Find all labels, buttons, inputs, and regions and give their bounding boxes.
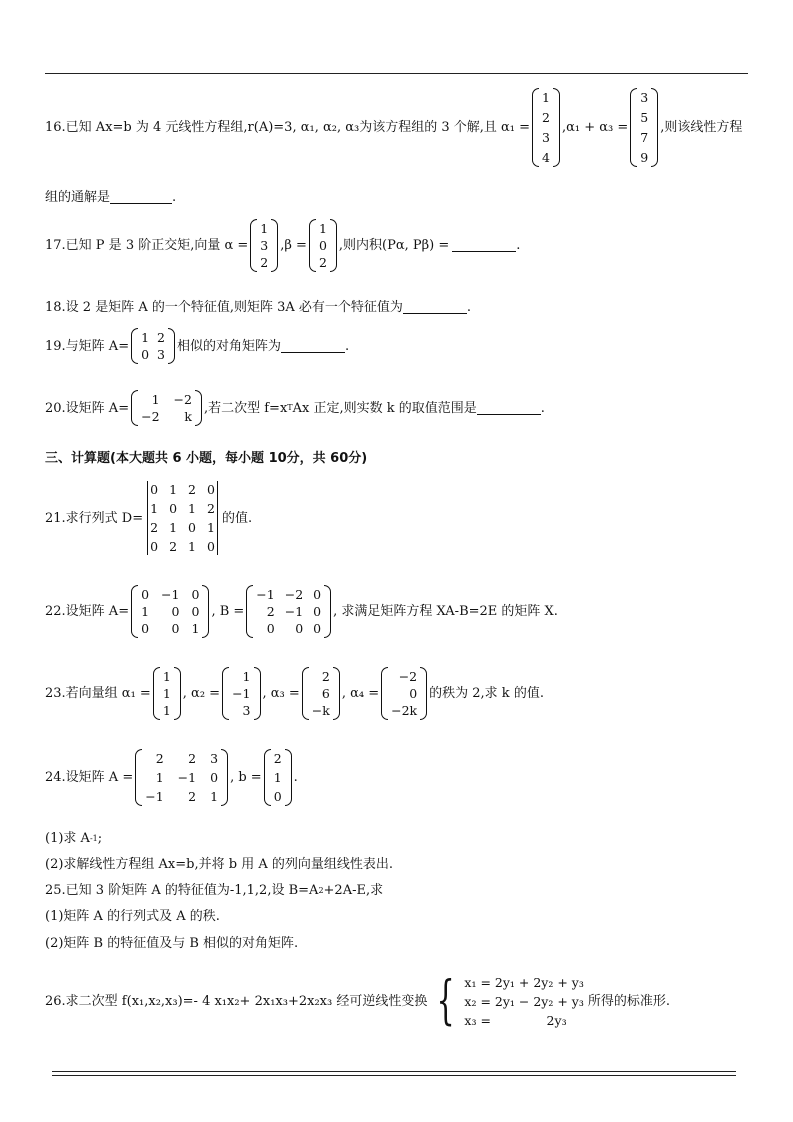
matrix-entry: 0 (141, 347, 150, 362)
matrix-entry: 0 (313, 586, 322, 602)
q17-mid-text: ,β = (280, 237, 307, 253)
question-26 (45, 971, 670, 1031)
matrix-entry: −1 (161, 586, 180, 602)
q21-text: 21.求行列式 D= (45, 510, 144, 526)
matrix-entry: −1 (177, 769, 197, 785)
q26-system-brace: { (436, 971, 455, 1031)
matrix-entry: 1 (318, 220, 327, 236)
matrix-entry: 4 (542, 149, 550, 165)
q26-equation-1: x₁ = 2y₁ + 2y₂ + y₃ (464, 974, 584, 990)
matrix-entry: 0 (206, 482, 215, 497)
q18-end: . (466, 299, 472, 315)
matrix-entry: 2 (188, 750, 197, 766)
matrix-entry: 0 (313, 620, 322, 636)
matrix-entry: 3 (210, 750, 219, 766)
question-22 (45, 582, 558, 640)
matrix-entry: −k (311, 702, 330, 718)
q25-part1-text: (1)矩阵 A 的行列式及 A 的秩. (45, 909, 220, 924)
matrix-entry: 3 (242, 702, 251, 718)
matrix-entry: 5 (640, 109, 649, 125)
q18-text: 18.设 2 是矩阵 A 的一个特征值,则矩阵 3A 必有一个特征值为 (45, 299, 403, 315)
matrix-entry: 2 (206, 501, 215, 516)
matrix-entry: 0 (313, 603, 322, 619)
q22-mid-text: , B = (211, 603, 245, 619)
q20-text: 20.设矩阵 A= (45, 400, 130, 416)
question-16-cont (45, 190, 176, 204)
q22-text: 22.设矩阵 A= (45, 603, 130, 619)
q21-post-text: 的值. (221, 510, 253, 526)
matrix-entry: 0 (266, 620, 275, 636)
matrix-entry: 0 (295, 620, 304, 636)
matrix-entry: 2 (260, 254, 269, 270)
top-rule (45, 73, 748, 74)
matrix-entry: 0 (191, 586, 200, 602)
matrix-entry: 7 (640, 129, 649, 145)
matrix-entry: 0 (273, 788, 282, 804)
q22-matrix-b (246, 585, 331, 638)
matrix-entry: 1 (162, 685, 171, 701)
matrix-entry: 9 (640, 149, 649, 165)
matrix-entry: 3 (260, 237, 269, 253)
question-19 (45, 327, 349, 365)
matrix-entry: 6 (321, 685, 330, 701)
matrix-entry: 0 (171, 620, 180, 636)
question-20: 20.设矩阵 A= 1 −2 −2 k ,若二次型 f=x T Ax 正定,则实数 k 的取值范围是 . (45, 392, 545, 424)
q22-post-text: , 求满足矩阵方程 XA-B=2E 的矩阵 X. (333, 603, 558, 619)
matrix-entry: 1 (542, 89, 550, 105)
matrix-entry: 2 (188, 482, 196, 497)
question-17 (45, 216, 520, 274)
matrix-entry: 1 (169, 520, 178, 535)
matrix-entry: −2 (284, 586, 304, 602)
matrix-entry: 1 (169, 482, 178, 497)
q23-label-a4: , α₄ = (341, 685, 380, 701)
matrix-entry: 2 (318, 254, 327, 270)
section-3-title (45, 452, 367, 465)
question-21 (45, 478, 252, 558)
q21-determinant-entries (150, 481, 215, 555)
q24-matrix-a-entries (142, 749, 221, 806)
q17-beta-entries (316, 219, 330, 272)
q20-end: . (540, 400, 545, 416)
matrix-entry: 2 (150, 520, 159, 535)
q23-alpha1 (153, 667, 181, 720)
q20-matrix-entries (138, 390, 195, 426)
q17-text: 17.已知 P 是 3 阶正交矩,向量 α = (45, 237, 249, 253)
q16-end: . (172, 189, 177, 205)
q21-determinant (145, 481, 220, 555)
q22-matrix-b-entries (253, 585, 324, 638)
matrix-entry: 1 (273, 769, 282, 785)
matrix-entry: 2 (266, 603, 275, 619)
q24-post: . (293, 769, 298, 785)
q23-label-a2: , α₂ = (182, 685, 221, 701)
matrix-entry: 0 (141, 586, 150, 602)
q26-transform-system (464, 974, 583, 1029)
matrix-entry: 2 (321, 668, 330, 684)
matrix-entry: 1 (162, 702, 171, 718)
q16-cont-text: 组的通解是 (45, 189, 111, 205)
q17-post-text: ,则内积(Pα, Pβ) = (338, 237, 450, 253)
matrix-entry: 0 (171, 603, 180, 619)
q24-vector-b-entries (271, 749, 285, 806)
matrix-entry: 1 (141, 603, 150, 619)
matrix-entry: 0 (409, 685, 418, 701)
matrix-entry: 0 (206, 539, 215, 554)
matrix-entry: −2 (398, 668, 418, 684)
matrix-entry: 1 (150, 501, 159, 516)
q23-post-text: 的秩为 2,求 k 的值. (429, 685, 544, 701)
q17-end: . (516, 237, 521, 253)
q16-text: 16.已知 Ax=b 为 4 元线性方程组,r(A)=3, α₁, α₂, α₃为该方程组的 3 个解,且 α₁ = (45, 119, 531, 135)
q20-post2-text: Ax 正定,则实数 k 的取值范围是 (292, 400, 477, 416)
question-24 (45, 746, 298, 808)
matrix-entry: 2 (155, 750, 164, 766)
q16-sum-vector (630, 88, 658, 167)
q26-equation-2: x₂ = 2y₁ − 2y₂ + y₃ (464, 993, 584, 1009)
q25-part2-text: (2)矩阵 B 的特征值及与 B 相似的对角矩阵. (45, 936, 299, 951)
q17-alpha-entries (257, 219, 271, 272)
matrix-entry: 0 (188, 520, 196, 535)
q16-alpha1-entries (539, 88, 553, 167)
matrix-entry: 2 (188, 788, 197, 804)
q25-part2 (45, 937, 298, 950)
matrix-entry: 1 (260, 220, 269, 236)
q24-text: 24.设矩阵 A = (45, 769, 134, 785)
matrix-entry: 0 (210, 769, 219, 785)
matrix-entry: 1 (141, 330, 150, 345)
q26-post-text: 所得的标准形. (587, 993, 671, 1009)
q17-beta-vector (309, 219, 337, 272)
matrix-entry: 2 (542, 109, 550, 125)
q17-answer-blank[interactable] (452, 238, 516, 252)
matrix-entry: k (184, 409, 192, 424)
matrix-entry: −2 (173, 392, 192, 407)
matrix-entry: 0 (318, 237, 327, 253)
question-16 (45, 88, 742, 166)
matrix-entry: 3 (640, 89, 649, 105)
q26-text: 26.求二次型 f(x₁,x₂,x₃)=- 4 x₁x₂+ 2x₁x₃+2x₂x₃ 经可逆线性变换 (45, 993, 428, 1009)
q16-sum-entries (637, 88, 651, 167)
q24-part2 (45, 858, 393, 871)
matrix-entry: 0 (150, 482, 159, 497)
q17-alpha-vector (250, 219, 278, 272)
q16-mid-text: ,α₁ + α₃ = (561, 119, 629, 135)
q19-post-text: 相似的对角矩阵为 (177, 338, 282, 354)
q23-alpha2-entries (229, 667, 253, 720)
matrix-entry: 0 (150, 539, 159, 554)
q24-part2-text: (2)求解线性方程组 Ax=b,并将 b 用 A 的列向量组线性表出. (45, 857, 393, 872)
matrix-entry: 1 (188, 539, 196, 554)
bottom-double-rule (52, 1071, 736, 1076)
q20-matrix (131, 390, 202, 426)
q19-matrix (131, 328, 175, 364)
matrix-entry: −2 (141, 409, 160, 424)
matrix-entry: 2 (169, 539, 178, 554)
matrix-entry: 3 (157, 347, 165, 362)
q22-matrix-a (131, 585, 209, 638)
matrix-entry: −1 (284, 603, 304, 619)
section-3-title-text: 三、计算题(本大题共 6 小题，每小题 10分，共 60分) (45, 451, 368, 466)
q19-end: . (345, 338, 350, 354)
q24-part1-end: ; (97, 831, 103, 846)
q20-post-text: ,若二次型 f=x (203, 400, 288, 416)
q19-answer-blank[interactable] (281, 339, 345, 353)
q18-answer-blank[interactable] (403, 300, 467, 314)
q16-post-text: ,则该线性方程 (660, 119, 743, 135)
q25-text: 25.已知 3 阶矩阵 A 的特征值为-1,1,2,设 B=A (45, 883, 319, 898)
q23-label-a3: , α₃ = (262, 685, 300, 701)
q23-alpha4 (381, 667, 427, 720)
matrix-entry: 1 (188, 501, 196, 516)
question-18 (45, 300, 471, 314)
matrix-entry: 0 (191, 603, 200, 619)
q23-alpha3-entries (309, 667, 333, 720)
q20-answer-blank[interactable] (477, 401, 541, 415)
q24-part1: (1)求 A -1 ; (45, 831, 103, 846)
question-25: 25.已知 3 阶矩阵 A 的特征值为-1,1,2,设 B=A 2 +2A-E,求 (45, 883, 384, 898)
q23-alpha4-entries (388, 667, 420, 720)
matrix-entry: 1 (206, 520, 215, 535)
question-23 (45, 664, 544, 722)
q22-matrix-a-entries (138, 585, 202, 638)
matrix-entry: 1 (155, 769, 164, 785)
matrix-entry: −1 (145, 788, 164, 804)
matrix-entry: 1 (151, 392, 160, 407)
q16-answer-blank[interactable] (110, 190, 172, 204)
matrix-entry: −1 (232, 685, 251, 701)
matrix-entry: 2 (157, 330, 165, 345)
q25-part1 (45, 910, 220, 923)
q24-matrix-a (135, 749, 228, 806)
matrix-entry: 1 (210, 788, 219, 804)
matrix-entry: 2 (273, 750, 282, 766)
q19-matrix-entries (138, 328, 168, 364)
q23-text: 23.若向量组 α₁ = (45, 685, 151, 701)
q23-alpha3 (302, 667, 340, 720)
q26-equation-3: x₃ = 2y₃ (464, 1012, 567, 1028)
q24-mid-text: , b = (230, 769, 262, 785)
matrix-entry: −1 (256, 586, 275, 602)
matrix-entry: 1 (242, 668, 251, 684)
matrix-entry: 1 (162, 668, 171, 684)
q24-vector-b (264, 749, 292, 806)
q25-text-end: +2A-E,求 (323, 883, 384, 898)
matrix-entry: 0 (141, 620, 150, 636)
matrix-entry: −2k (391, 702, 418, 718)
matrix-entry: 0 (169, 501, 178, 516)
q24-part1-text: (1)求 A (45, 831, 90, 846)
q16-alpha1-vector (532, 88, 560, 167)
matrix-entry: 3 (542, 129, 550, 145)
matrix-entry: 1 (191, 620, 200, 636)
q23-alpha1-entries (160, 667, 174, 720)
q23-alpha2 (222, 667, 260, 720)
q19-text: 19.与矩阵 A= (45, 338, 130, 354)
